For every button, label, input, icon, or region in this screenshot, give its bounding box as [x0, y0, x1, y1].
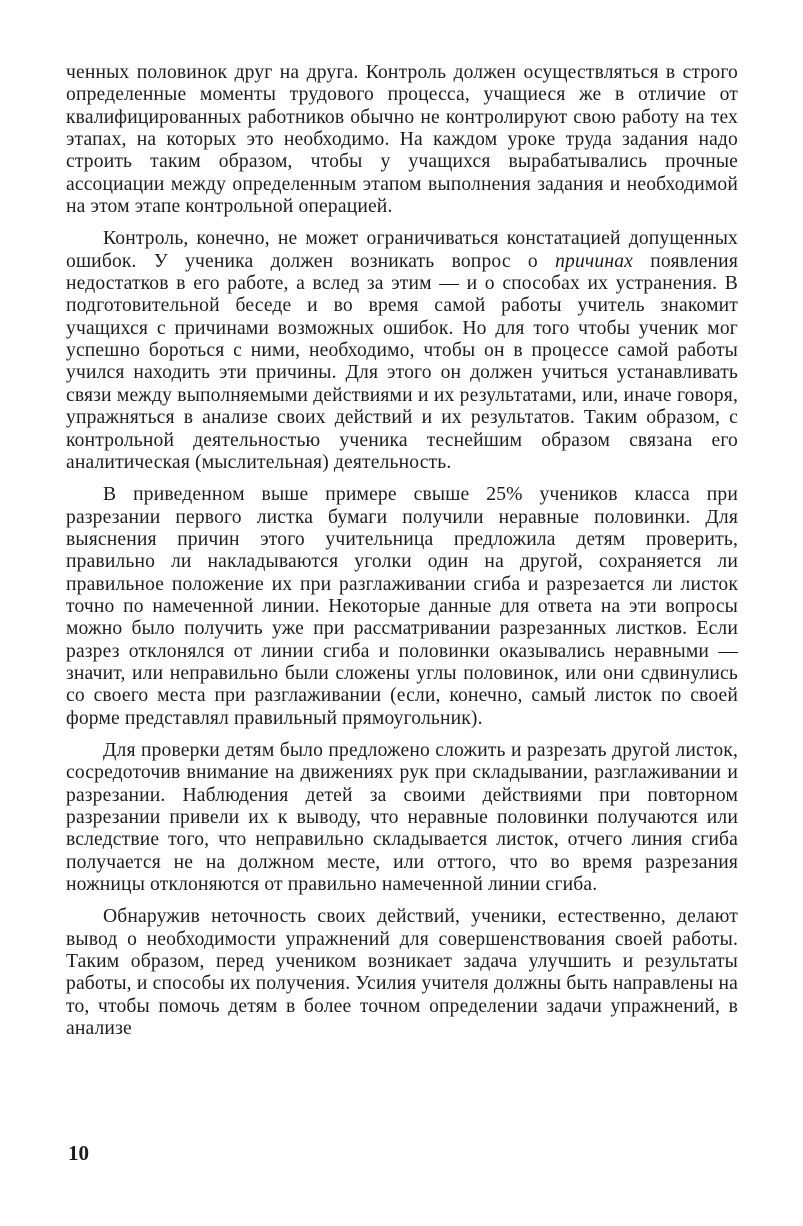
paragraph-2-italic: причинах: [555, 250, 634, 272]
paragraph-1: ченных половинок друг на друга. Контроль должен осуществляться в строго определенные моменты трудового процесса, учащиеся же в отличие от квалифицированных работников обычно не контролируют свою работу на тех этапах, на которых это необходимо. На каждом уроке труда задания надо строить таким образом, чтобы у учащихся вырабатывались прочные ассоциации между определенным этапом выполнения задания и необходимой на этом этапе контрольной операцией.: [66, 62, 738, 218]
paragraph-2: [66, 228, 738, 474]
paragraph-2-before: Контроль, конечно, не может ограничиваться констатацией допущенных ошибок. У ученика должен возникать вопрос о: [66, 228, 738, 272]
page-number: 10: [68, 1141, 89, 1165]
paragraph-4: Для проверки детям было предложено сложить и разрезать другой листок, сосредоточив внимание на движениях рук при складывании, разглаживании и разрезании. Наблюдения детей за своими действиями при повторном разрезании привели их к выводу, что неравные половинки получаются или вследствие того, что неправильно складывается листок, отчего линия сгиба получается не на должном месте, или оттого, что во время разрезания ножницы отклоняются от правильно намеченной линии сгиба.: [66, 739, 738, 896]
paragraph-3: В приведенном выше примере свыше 25% учеников класса при разрезании первого листка бумаги получили неравные половинки. Для выяснения причин этого учительница предложила детям проверить, правильно ли накладываются уголки один на другой, сохраняется ли правильное положение их при разглаживании сгиба и разрезается ли листок точно по намеченной линии. Некоторые данные для ответа на эти вопросы можно было получить уже при рассматривании разрезанных листков. Если разрез отклонялся от линии сгиба и половинки оказывались неравными — значит, или неправильно были сложены углы половинок, или они сдвинулись со своего места при разглаживании (если, конечно, самый листок по своей форме представлял правильный прямоугольник).: [66, 484, 738, 729]
page-body: [66, 62, 738, 1040]
paragraph-5: Обнаружив неточность своих действий, ученики, естественно, делают вывод о необходимости упражнений для совершенствования своей работы. Таким образом, перед учеником возникает задача улучшить и результаты работы, и способы их получения. Усилия учителя должны быть направлены на то, чтобы помочь детям в более точном определении задачи упражнений, в анализе: [66, 906, 738, 1040]
paragraph-2-after: появления недостатков в его работе, а вслед за этим — и о способах их устранения. В подготовительной беседе и во время самой работы учитель знакомит учащихся с причинами возможных ошибок. Но для того чтобы ученик мог успешно бороться с ними, необходимо, чтобы он в процессе самой работы учился находить эти причины. Для этого он должен учиться устанавливать связи между выполняемыми действиями и их результатами, или, иначе говоря, упражняться в анализе своих действий и их результатов. Таким образом, с контрольной деятельностью ученика теснейшим образом связана его аналитическая (мыслительная) деятельность.: [66, 250, 738, 473]
